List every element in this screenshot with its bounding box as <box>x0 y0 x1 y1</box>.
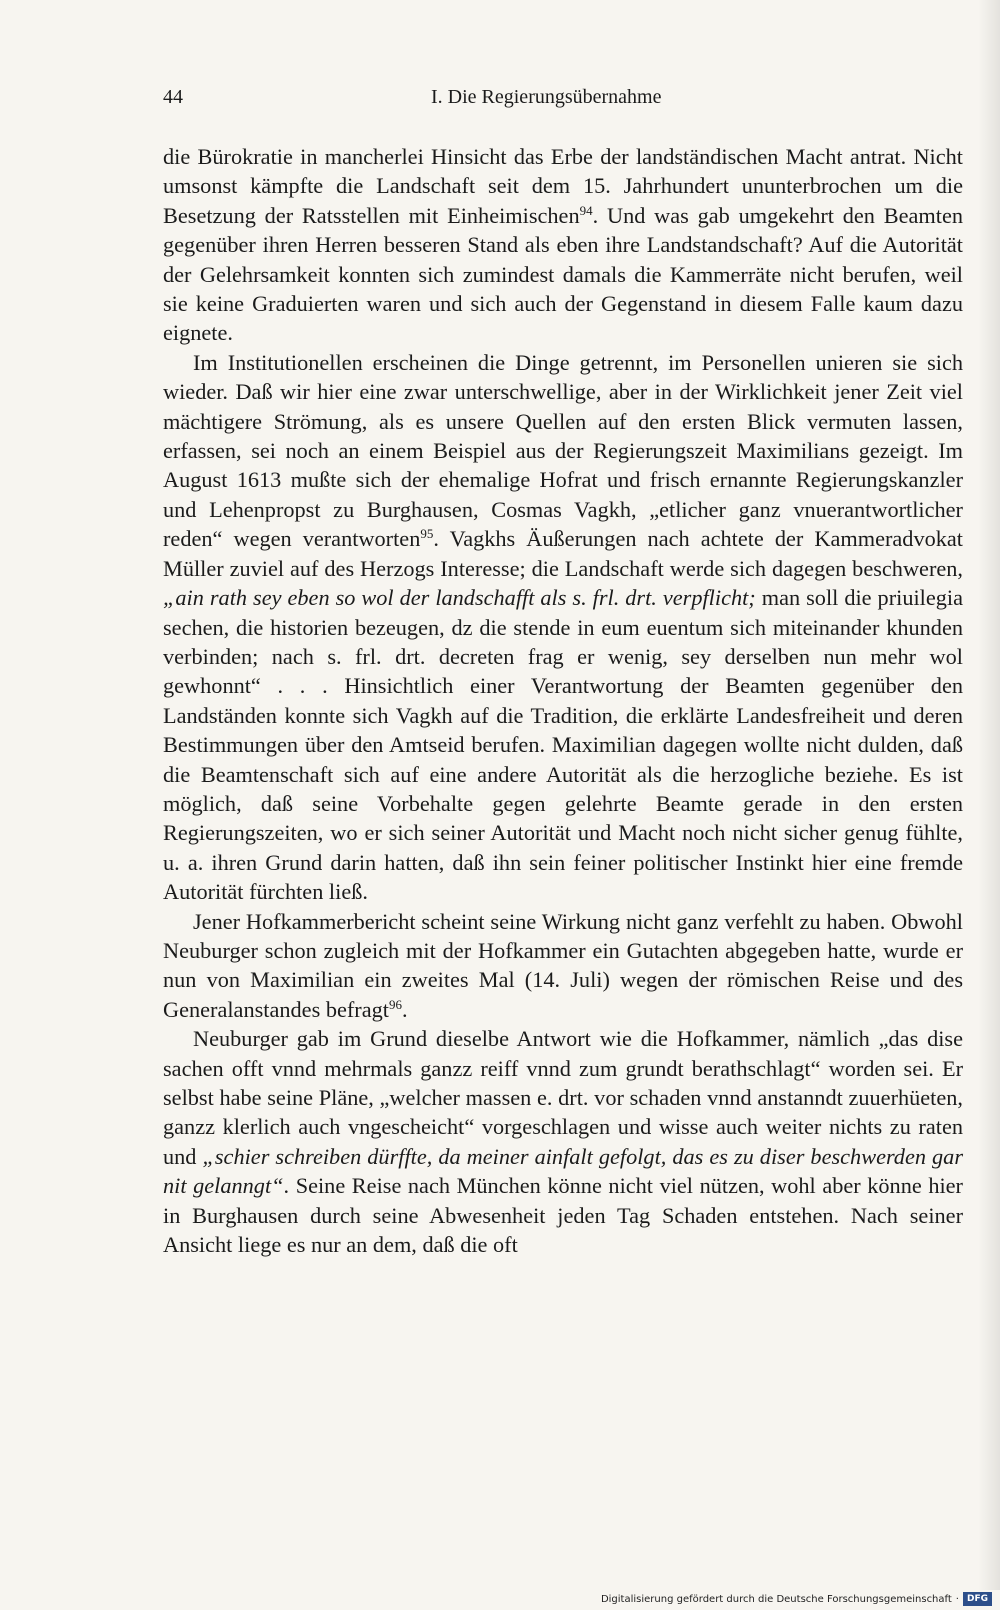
paragraph <box>163 142 963 348</box>
text-run: . Und was gab umgekehrt den Beamten gegenüber ihren Herren besseren Stand als eben ihre Landstandschaft? Auf die Autorität der Gelehrsamkeit konnten sich zumindest damals die Kammerräte nicht berufen, weil sie keine Graduierten waren und sich auch der Gegenstand in diesem Falle kaum dazu eignete. <box>163 202 963 346</box>
italic-quote: „ain rath sey eben so wol der landschafft als s. frl. drt. verpflicht; <box>163 585 756 611</box>
credit-text: Digitalisierung gefördert durch die Deutsche Forschungsgemeinschaft <box>600 1593 952 1605</box>
dfg-logo-icon: DFG <box>963 1592 992 1606</box>
footnote-ref: 96 <box>388 996 402 1012</box>
paragraph <box>163 1024 963 1259</box>
paragraph <box>163 907 963 1025</box>
text-run: . <box>401 996 408 1022</box>
digitization-credit <box>601 1592 992 1606</box>
text-run: . Seine Reise nach München könne nicht viel nützen, wohl aber könne hier in Burghausen durch seine Abwesenheit jeden Tag Schaden entstehen. Nach seiner Ansicht liege es nur an dem, daß die oft <box>163 1173 963 1258</box>
separator: · <box>955 1593 959 1605</box>
text-run: Neuburger gab im Grund dieselbe Antwort wie die Hofkammer, nämlich „das dise sachen offt vnnd mehrmals ganzz reiff vnnd zum grundt berathschlagt“ worden sei. Er selbst habe seine Pläne, „welcher massen e. drt. vor schaden vnnd anstanndt zuuerhüeten, ganzz klerlich auch vngescheicht“ vorgeschlagen und wisse auch weiter nichts zu raten und <box>163 1026 963 1169</box>
text-run: man soll die priuilegia sechen, die historien bezeugen, dz die stende in eum euentum sich miteinander khunden verbinden; nach s. frl. drt. decreten frag er wenig, sey derselben nun mehr wol gewhonnt“ . . . Hinsichtlich einer Verantwortung der Beamten gegenüber den Landständen konnte sich Vagkh auf die Tradition, die erklärte Landesfreiheit und deren Bestimmungen über den Amtseid berufen. Maximilian dagegen wollte nicht dulden, daß die Beamtenschaft sich auf eine andere Autorität als die herzogliche beziehe. Es ist möglich, daß seine Vorbehalte gegen gelehrte Beamte gerade in den ersten Regierungszeiten, wo er sich seiner Autorität und Macht noch nicht sicher genug fühlte, u. a. ihren Grund darin hatten, daß ihn sein feiner politischer Instinkt hier eine fremde Autorität fürchten ließ. <box>163 585 963 905</box>
footnote-ref: 95 <box>420 526 434 542</box>
page-number: 44 <box>163 86 183 108</box>
text-run: die Bürokratie in mancherlei Hinsicht das Erbe der landständischen Macht antrat. Nicht umsonst kämpfte die Landschaft seit dem 15. Jahrhundert ununterbrochen um die Besetzung der Ratsstellen mit Einheimischen <box>163 144 963 228</box>
page-header <box>163 86 963 116</box>
page-edge-shadow <box>978 0 1000 1590</box>
footnote-ref: 94 <box>579 202 593 218</box>
italic-quote: „schier schreiben dürffte, da meiner ainfalt gefolgt, das es zu diser beschwerden gar nit gelanngt“ <box>163 1143 964 1199</box>
running-head: I. Die Regierungsübernahme <box>431 86 662 108</box>
text-run: Im Institutionellen erscheinen die Dinge getrennt, im Personellen unieren sie sich wieder. Daß wir hier eine zwar unterschwellige, aber in der Wirklichkeit jener Zeit viel mächtigere Strömung, als es unsere Quellen auf den ersten Blick vermuten lassen, erfassen, sei noch an einem Beispiel aus der Regierungszeit Maximilians gezeigt. Im August 1613 mußte sich der ehemalige Hofrat und frisch ernannte Regierungskanzler und Lehenpropst zu Burghausen, Cosmas Vagkh, „etlicher ganz vnuerantwortlicher reden“ wegen verantworten <box>163 349 963 552</box>
text-run: . Vagkhs Äußerungen nach achtete der Kammeradvokat Müller zuviel auf des Herzogs Interesse; die Landschaft werde sich dagegen beschweren, <box>163 526 963 581</box>
paragraph <box>163 348 963 907</box>
body-text <box>163 142 963 1259</box>
text-run: Jener Hofkammerbericht scheint seine Wirkung nicht ganz verfehlt zu haben. Obwohl Neuburger schon zugleich mit der Hofkammer ein Gutachten abgegeben hatte, wurde er nun von Maximilian ein zweites Mal (14. Juli) wegen der römischen Reise und des Generalanstandes befragt <box>163 908 963 1022</box>
